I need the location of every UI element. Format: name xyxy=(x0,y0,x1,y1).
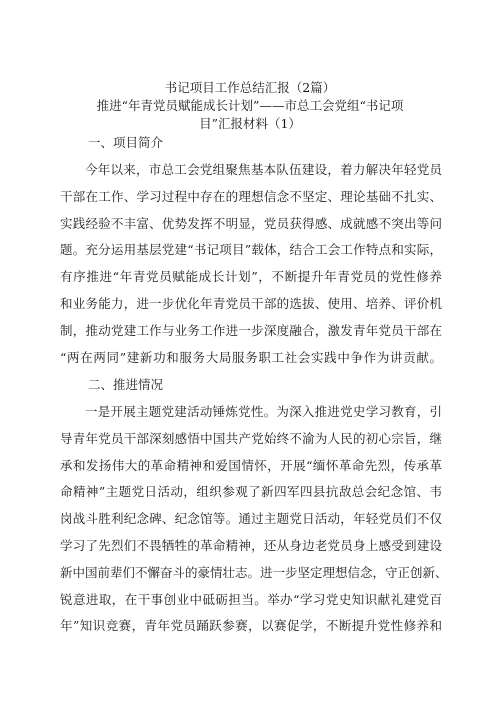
section-heading-progress: 二、推进情况 xyxy=(88,377,164,392)
paragraph-line: 锐意进取，在干事创业中砥砺担当。举办“学习党史知识献礼建党百 xyxy=(60,591,442,607)
paragraph-line: 导青年党员干部深刻感悟中国共产党始终不渝为人民的初心宗旨，继 xyxy=(60,430,442,446)
paragraph-line: 题。充分运用基层党建“书记项目”载体，结合工会工作特点和实际， xyxy=(60,242,442,258)
paragraph-line: 干部在工作、学习过程中存在的理想信念不坚定、理论基础不扎实、 xyxy=(60,188,442,204)
paragraph-line: 新中国前辈们不懈奋斗的豪情壮志。进一步坚定理想信念，守正创新、 xyxy=(60,564,448,580)
title-line-2: 推进“年青党员赋能成长计划”——市总工会党组“书记项 xyxy=(96,98,404,113)
paragraph-intro xyxy=(60,157,442,371)
title-line-3: 目”汇报材料（1） xyxy=(199,116,301,131)
paragraph-line: 承和发扬伟大的革命精神和爱国情怀，开展“缅怀革命先烈，传承革 xyxy=(60,457,442,473)
paragraph-line: 实践经验不丰富、优势发挥不明显，党员获得感、成就感不突出等问 xyxy=(60,215,442,231)
section-heading-intro: 一、项目简介 xyxy=(88,135,164,150)
paragraph-line: 制，推动党建工作与业务工作进一步深度融合，激发青年党员干部在 xyxy=(60,322,442,338)
paragraph-line: 岗战斗胜利纪念碑、纪念馆等。通过主题党日活动，年轻党员们不仅 xyxy=(60,511,442,527)
paragraph-line: 有序推进“年青党员赋能成长计划”，不断提升年青党员的党性修养 xyxy=(60,269,442,285)
paragraph-line: 命精神”主题党日活动，组织参观了新四军四县抗敌总会纪念馆、韦 xyxy=(60,484,442,500)
paragraph-line: “两在两同”建新功和服务大局服务职工社会实践中争作为讲贡献。 xyxy=(60,349,442,365)
paragraph-line: 一是开展主题党建活动锤炼党性。为深入推进党史学习教育，引 xyxy=(85,404,442,419)
paragraph-progress xyxy=(60,399,448,640)
paragraph-line: 今年以来，市总工会党组聚焦基本队伍建设，着力解决年轻党员 xyxy=(85,162,442,177)
paragraph-line: 年”知识竞赛，青年党员踊跃参赛，以赛促学，不断提升党性修养和 xyxy=(60,618,442,634)
paragraph-line: 学习了先烈们不畏牺牲的革命精神，还从身边老党员身上感受到建设 xyxy=(60,537,442,553)
paragraph-line: 和业务能力，进一步优化年青党员干部的选拔、使用、培养、评价机 xyxy=(60,295,442,311)
document-title xyxy=(60,79,440,133)
title-line-1: 书记项目工作总结汇报（2篇） xyxy=(164,80,336,95)
